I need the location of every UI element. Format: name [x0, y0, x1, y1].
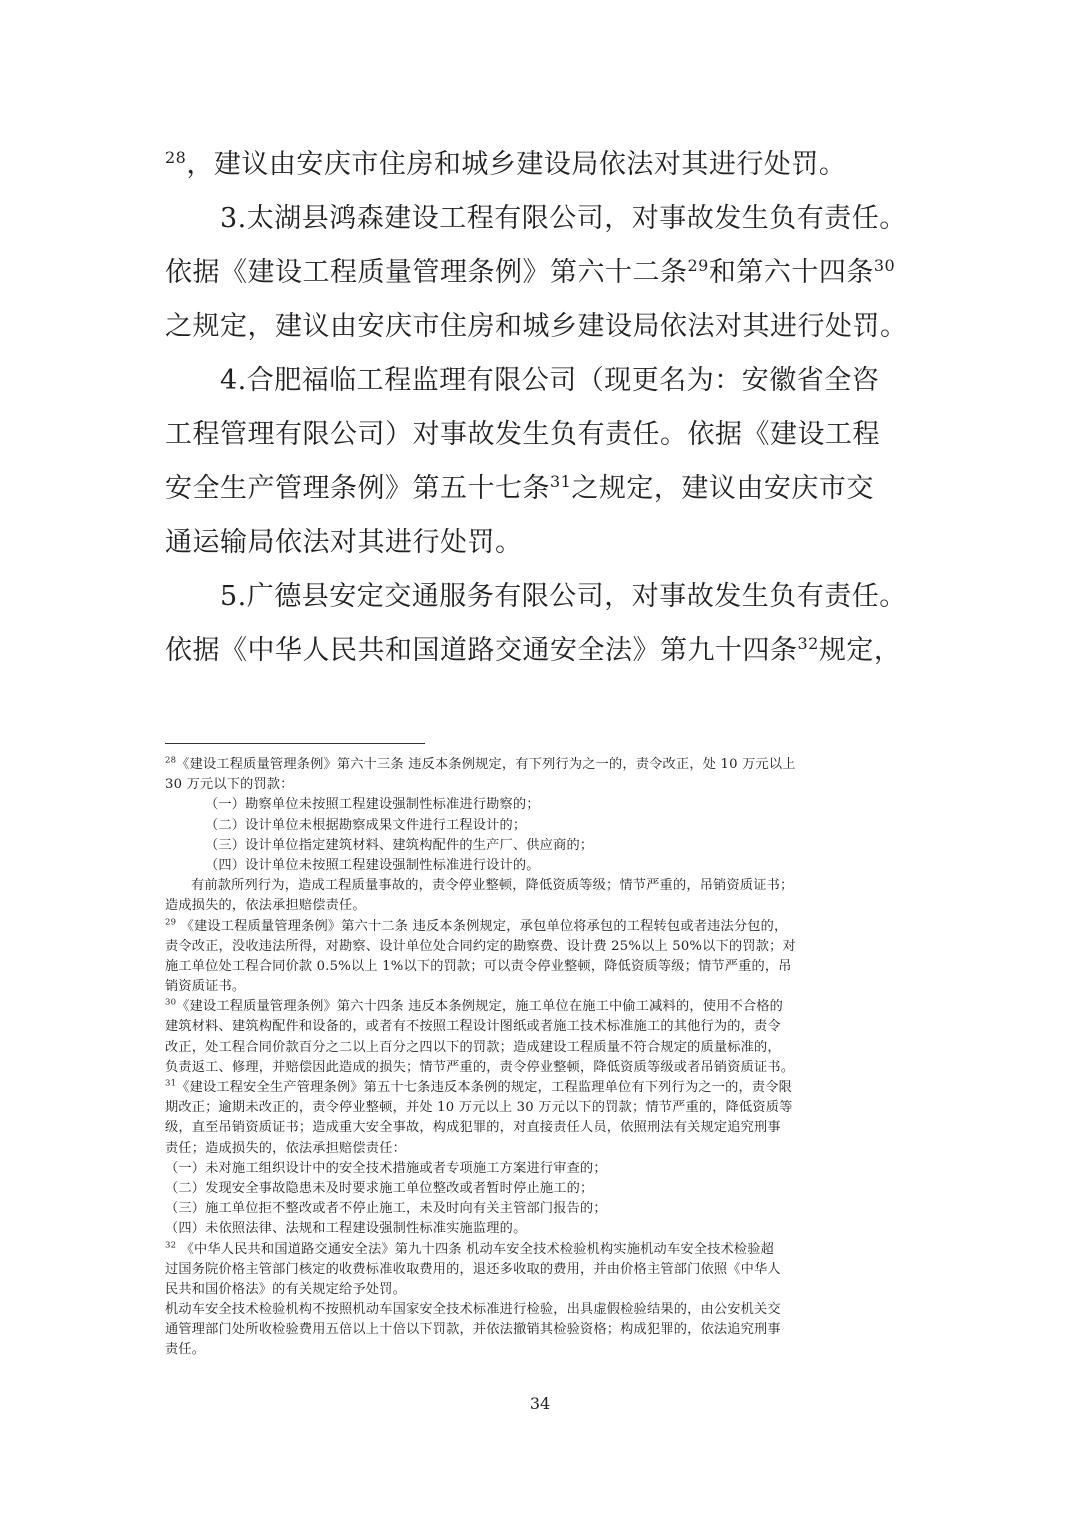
footnote-line: [165, 836, 925, 856]
footnote-text: 施工单位处工程合同价款 0.5%以上 1%以下的罚款；可以责令停业整顿，降低资质等级；情节严重的，吊: [165, 958, 792, 974]
footnote-line: [165, 1340, 925, 1360]
footnote-line: [165, 1078, 925, 1098]
footnote-text: 有前款所列行为，造成工程质量事故的，责令停业整顿，降低资质等级；情节严重的，吊销资质证书；: [191, 878, 794, 894]
footnote-line: [165, 957, 925, 977]
page-number: 34: [529, 1394, 551, 1413]
footnote-text: 造成损失的，依法承担赔偿责任。: [165, 898, 366, 914]
body-text: [165, 138, 930, 678]
footnote-text: 过国务院价格主管部门核定的收费标准收取费用的，退还多收取的费用，并由价格主管部门依照《中华人: [165, 1261, 781, 1277]
body-text-segment: 5.广德县安定交通服务有限公司，对事故发生负有责任。: [220, 581, 907, 612]
footnote-line: [165, 1300, 925, 1320]
footnote-line: [165, 1320, 925, 1340]
body-text-segment: 安全生产管理条例》第五十七条: [165, 473, 550, 504]
footnote-text: （三）施工单位拒不整改或者不停止施工，未及时向有关主管部门报告的；: [165, 1201, 607, 1217]
footnote-text: 《建设工程质量管理条例》第六十二条 违反本条例规定，承包单位将承包的工程转包或者违法分包的，: [176, 918, 788, 934]
footnote-line: [165, 1219, 925, 1239]
footnote-line: [165, 775, 925, 795]
footnote-text: （一）未对施工组织设计中的安全技术措施或者专项施工方案进行审查的；: [165, 1160, 607, 1176]
footnote-reference: 32: [797, 634, 819, 653]
footnote-text: （二）设计单位未根据勘察成果文件进行工程设计的；: [205, 817, 527, 833]
footnote-text: 责任。: [165, 1342, 206, 1358]
footnote-line: [165, 1098, 925, 1118]
footnote-text: 负责返工、修理，并赔偿因此造成的损失；情节严重的，责令停业整顿，降低资质等级或者吊销资质证书。: [165, 1059, 795, 1075]
footnote-text: 改正，处工程合同价款百分之二以上百分之四以下的罚款；造成建设工程质量不符合规定的质量标准的，: [165, 1039, 781, 1055]
footnote-line: [165, 1280, 925, 1300]
footnote-text: 民共和国价格法》的有关规定给予处罚。: [165, 1281, 406, 1297]
footnote-text: 《建设工程安全生产管理条例》第五十七条违反本条例的规定，工程监理单位有下列行为之一的，责令限: [176, 1080, 793, 1095]
footnote-text: 《建设工程质量管理条例》第六十四条 违反本条例规定，施工单位在施工中偷工减料的，使用不合格的: [176, 999, 784, 1015]
footnote-line: [165, 917, 925, 937]
footnote-line: [165, 1058, 925, 1078]
footnote-text: 机动车安全技术检验机构不按照机动车国家安全技术标准进行检验，出具虚假检验结果的，由公安机关交: [165, 1302, 781, 1318]
footnote-line: [165, 856, 925, 876]
footnote-reference: 30: [873, 256, 896, 275]
body-paragraph-line: [165, 462, 930, 516]
body-paragraph-line: [165, 246, 930, 300]
footnote-line: [165, 1017, 925, 1037]
body-text-segment: 之规定，建议由安庆市交: [571, 473, 874, 504]
footnote-line: [165, 1179, 925, 1199]
footnote-line: [165, 977, 925, 997]
body-paragraph-line: [165, 516, 930, 570]
footnote-text: 30 万元以下的罚款：: [165, 777, 294, 793]
body-text-segment: 规定，: [818, 635, 902, 666]
footnote-line: [165, 1240, 925, 1260]
footnote-line: [165, 896, 925, 916]
footnote-text: 销资质证书。: [165, 979, 246, 995]
footnote-text: （三）设计单位指定建筑材料、建筑构配件的生产厂、供应商的；: [205, 837, 594, 853]
body-text-segment: ，建议由安庆市住房和城乡建设局依法对其进行处罚。: [186, 149, 847, 180]
body-paragraph-line: [165, 570, 930, 624]
body-paragraph-line: [165, 624, 930, 678]
footnote-line: [165, 1260, 925, 1280]
footnote-text: （四）未依照法律、法规和工程建设强制性标准实施监理的。: [165, 1221, 527, 1237]
footnote-text: 《中华人民共和国道路交通安全法》第九十四条 机动车安全技术检验机构实施机动车安全技术检验超: [176, 1241, 775, 1257]
footnote-text: （四）设计单位未按照工程建设强制性标准进行设计的。: [205, 857, 540, 873]
footnote-line: [165, 997, 925, 1017]
footnote-number: 31: [165, 1078, 177, 1089]
footnote-text: （一）勘察单位未按照工程建设强制性标准进行勘察的；: [205, 797, 540, 813]
body-text-segment: 3.太湖县鸿森建设工程有限公司，对事故发生负有责任。: [220, 203, 907, 234]
footnote-line: [165, 795, 925, 815]
body-text-segment: 依据《中华人民共和国道路交通安全法》第九十四条: [165, 635, 798, 666]
footnotes: [165, 755, 925, 1361]
body-paragraph-line: [165, 300, 930, 354]
body-text-segment: 工程管理有限公司）对事故发生负有责任。依据《建设工程: [165, 419, 880, 450]
footnote-text: 责任；造成损失的，依法承担赔偿责任：: [165, 1140, 406, 1156]
footnote-line: [165, 1038, 925, 1058]
footnote-line: [165, 1159, 925, 1179]
body-text-segment: 4.合肥福临工程监理有限公司（现更名为：安徽省全咨: [220, 365, 880, 396]
body-text-segment: 通运输局依法对其进行处罚。: [165, 527, 523, 558]
footnote-text: 期改正；逾期未改正的，责令停业整顿，并处 10 万元以上 30 万元以下的罚款；情节严重的，降低资质等: [165, 1100, 793, 1116]
footnote-line: [165, 816, 925, 836]
footnote-reference: 29: [687, 256, 709, 275]
footnote-separator: [165, 743, 425, 744]
footnote-text: （二）发现安全事故隐患未及时要求施工单位整改或者暂时停止施工的；: [165, 1180, 594, 1196]
footnote-line: [165, 755, 925, 775]
footnote-text: 《建设工程质量管理条例》第六十三条 违反本条例规定，有下列行为之一的，责令改正，处 10 万元以上: [176, 757, 796, 772]
footnote-line: [165, 1199, 925, 1219]
body-paragraph-line: [165, 192, 930, 246]
footnote-text: 责令改正，没收违法所得，对勘察、设计单位处合同约定的勘察费、设计费 25%以上 50%以下的罚款；对: [165, 938, 796, 954]
footnote-reference: 31: [550, 472, 572, 491]
body-paragraph-line: [165, 408, 930, 462]
footnote-number: 30: [165, 997, 177, 1008]
body-paragraph-line: [165, 354, 930, 408]
body-text-segment: 依据《建设工程质量管理条例》第六十二条: [165, 257, 688, 288]
footnote-line: [165, 1139, 925, 1159]
footnote-number: 29: [165, 917, 177, 928]
footnote-text: 通管理部门处所收检验费用五倍以上十倍以下罚款，并依法撤销其检验资格；构成犯罪的，依法追究刑事: [165, 1322, 781, 1338]
footnote-number: 28: [165, 755, 177, 766]
footnote-text: 级，直至吊销资质证书；造成重大安全事故，构成犯罪的，对直接责任人员，依照刑法有关规定追究刑事: [165, 1120, 781, 1136]
footnote-number: 32: [165, 1240, 177, 1251]
body-paragraph-line: [165, 138, 930, 192]
body-text-segment: 之规定，建议由安庆市住房和城乡建设局依法对其进行处罚。: [165, 311, 908, 342]
footnote-text: 建筑材料、建筑构配件和设备的，或者有不按照工程设计图纸或者施工技术标准施工的其他行为的，责令: [165, 1019, 781, 1035]
footnote-line: [165, 876, 925, 896]
body-text-segment: 和第六十四条: [708, 257, 874, 288]
footnote-line: [165, 937, 925, 957]
footnote-reference: 28: [165, 148, 187, 167]
footnote-line: [165, 1118, 925, 1138]
